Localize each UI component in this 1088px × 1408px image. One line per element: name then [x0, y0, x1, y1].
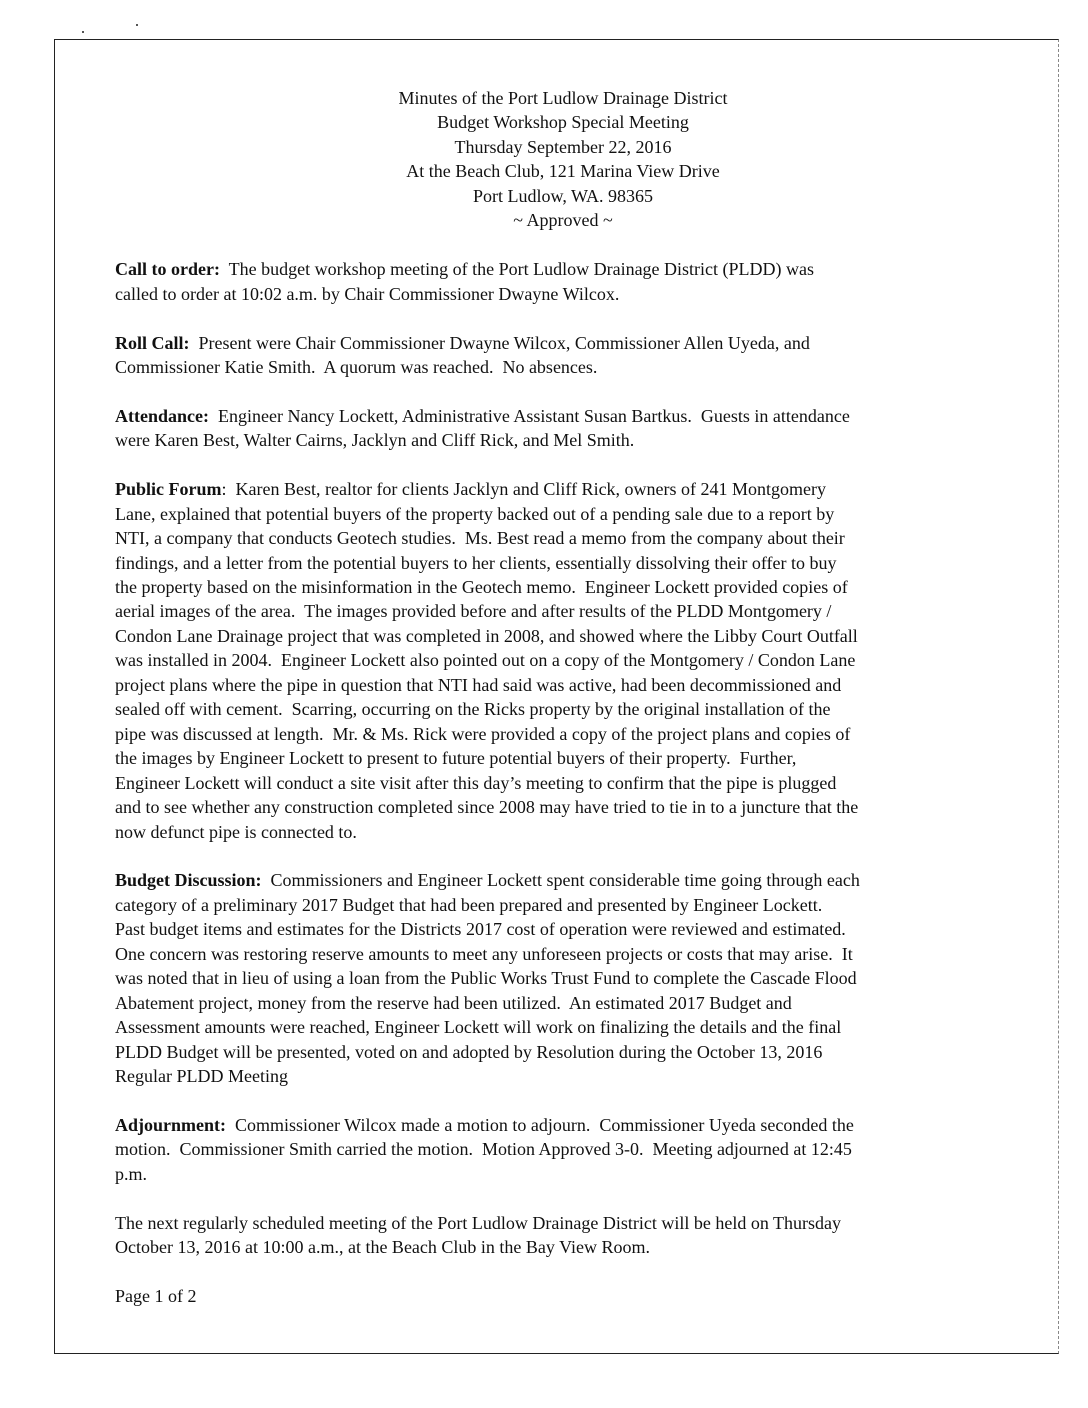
document-paragraphs — [115, 257, 1015, 1308]
line-text: Commissioners and Engineer Lockett spent considerable time going through each — [261, 870, 860, 891]
section-label: Attendance: — [115, 405, 209, 426]
line-text: category of a preliminary 2017 Budget that had been prepared and presented by Engineer Lockett. — [115, 894, 823, 915]
text-line — [115, 1211, 1015, 1235]
text-line — [115, 526, 1015, 550]
line-text: Page 1 of 2 — [115, 1286, 197, 1307]
text-line — [115, 575, 1015, 599]
section-attendance — [115, 404, 1015, 453]
text-line — [115, 1015, 1015, 1039]
line-text: findings, and a letter from the potential buyers to her clients, essentially dissolving their offer to buy — [115, 552, 837, 573]
line-text: Engineer Nancy Lockett, Administrative Assistant Susan Bartkus. Guests in attendance — [208, 405, 850, 426]
line-text: was installed in 2004. Engineer Lockett also pointed out on a copy of the Montgomery / Condon Lane — [115, 650, 856, 671]
line-text: Condon Lane Drainage project that was completed in 2008, and showed where the Libby Court Outfall — [115, 625, 858, 646]
line-text: The next regularly scheduled meeting of the Port Ludlow Drainage District will be held on Thursday — [115, 1212, 841, 1233]
line-text: Assessment amounts were reached, Engineer Lockett will work on finalizing the details and the final — [115, 1017, 842, 1038]
line-text: project plans where the pipe in question that NTI had said was active, had been decommissioned and — [115, 674, 842, 695]
text-line — [115, 1113, 1015, 1137]
text-line — [115, 257, 1015, 281]
text-line — [115, 404, 1015, 428]
line-text: Commissioner Wilcox made a motion to adjourn. Commissioner Uyeda seconded the — [226, 1114, 854, 1135]
text-line — [115, 917, 1015, 941]
text-line — [115, 1162, 1015, 1186]
section-call-to-order — [115, 257, 1015, 306]
line-text: and to see whether any construction completed since 2008 may have tried to tie in to a juncture that the — [115, 797, 859, 818]
line-text: Engineer Lockett will conduct a site visit after this day’s meeting to confirm that the pipe is plugged — [115, 772, 837, 793]
header-line: At the Beach Club, 121 Marina View Drive — [406, 161, 720, 182]
text-line — [115, 477, 1015, 501]
text-line — [115, 1040, 1015, 1064]
line-text: Lane, explained that potential buyers of the property backed out of a pending sale due to a report by — [115, 503, 835, 524]
next-meeting-note — [115, 1211, 1015, 1260]
text-line — [115, 795, 1015, 819]
text-line — [115, 893, 1015, 917]
text-line — [115, 746, 1015, 770]
scan-speck — [82, 31, 84, 33]
header-line: Port Ludlow, WA. 98365 — [473, 185, 653, 206]
line-text: pipe was discussed at length. Mr. & Ms. Rick were provided a copy of the project plans and copies of — [115, 723, 851, 744]
text-line — [115, 428, 1015, 452]
section-public-forum — [115, 477, 1015, 844]
section-label: Public Forum — [115, 479, 222, 500]
line-text: Regular PLDD Meeting — [115, 1066, 288, 1087]
text-line — [115, 551, 1015, 575]
text-line — [115, 599, 1015, 623]
text-line — [115, 966, 1015, 990]
line-text: p.m. — [115, 1163, 148, 1184]
text-line — [115, 1284, 1015, 1308]
line-text: The budget workshop meeting of the Port Ludlow Drainage District (PLDD) was — [219, 259, 815, 280]
text-line — [115, 1137, 1015, 1161]
text-line — [115, 502, 1015, 526]
section-label: Roll Call: — [115, 332, 190, 353]
text-line — [115, 991, 1015, 1015]
line-text: PLDD Budget will be presented, voted on and adopted by Resolution during the October 13, 2016 — [115, 1041, 823, 1062]
text-line — [115, 771, 1015, 795]
text-line — [115, 648, 1015, 672]
line-text: the property based on the misinformation in the Geotech memo. Engineer Lockett provided copies of — [115, 577, 848, 597]
line-text: Commissioner Katie Smith. A quorum was reached. No absences. — [115, 356, 598, 377]
text-line — [115, 1064, 1015, 1088]
section-label: Budget Discussion: — [115, 870, 262, 891]
text-line — [115, 868, 1015, 892]
line-text: : Karen Best, realtor for clients Jacklyn and Cliff Rick, owners of 241 Montgomery — [221, 479, 827, 500]
text-line — [115, 820, 1015, 844]
document-body — [115, 86, 1015, 1309]
text-line — [115, 942, 1015, 966]
header-line: Budget Workshop Special Meeting — [437, 112, 689, 133]
line-text: October 13, 2016 at 10:00 a.m., at the Beach Club in the Bay View Room. — [115, 1237, 650, 1258]
line-text: Abatement project, money from the reserve had been utilized. An estimated 2017 Budget and — [115, 992, 792, 1013]
line-text: were Karen Best, Walter Cairns, Jacklyn and Cliff Rick, and Mel Smith. — [115, 430, 635, 451]
text-line — [115, 624, 1015, 648]
header-line: ~ Approved ~ — [513, 210, 613, 231]
line-text: NTI, a company that conducts Geotech studies. Ms. Best read a memo from the company about their — [115, 528, 845, 549]
scan-speck — [136, 24, 138, 26]
page-number — [115, 1284, 1015, 1308]
line-text: the images by Engineer Lockett to present to future potential buyers of their property. Further, — [115, 748, 797, 769]
text-line — [115, 722, 1015, 746]
line-text: was noted that in lieu of using a loan from the Public Works Trust Fund to complete the Cascade Flood — [115, 968, 857, 989]
header-line: Thursday September 22, 2016 — [454, 136, 672, 157]
section-label: Adjournment: — [115, 1114, 226, 1135]
section-label: Call to order: — [115, 259, 220, 280]
line-text: called to order at 10:02 a.m. by Chair Commissioner Dwayne Wilcox. — [115, 283, 620, 304]
header-line: Minutes of the Port Ludlow Drainage District — [398, 88, 728, 108]
line-text: motion. Commissioner Smith carried the motion. Motion Approved 3-0. Meeting adjourned at 12:45 — [115, 1139, 852, 1160]
section-roll-call — [115, 331, 1015, 380]
line-text: Past budget items and estimates for the Districts 2017 cost of operation were reviewed and estimated. — [115, 919, 846, 940]
line-text: now defunct pipe is connected to. — [115, 821, 357, 842]
line-text: One concern was restoring reserve amounts to meet any unforeseen projects or costs that may arise. It — [115, 943, 853, 964]
text-line — [115, 697, 1015, 721]
line-text: Present were Chair Commissioner Dwayne Wilcox, Commissioner Allen Uyeda, and — [189, 332, 810, 353]
text-line — [115, 673, 1015, 697]
document-header — [111, 86, 1015, 233]
text-line — [115, 331, 1015, 355]
text-line — [115, 355, 1015, 379]
line-text: sealed off with cement. Scarring, occurring on the Ricks property by the original installation of the — [115, 699, 831, 720]
text-line — [115, 1235, 1015, 1259]
section-budget-discussion — [115, 868, 1015, 1088]
text-line — [115, 282, 1015, 306]
line-text: aerial images of the area. The images provided before and after results of the PLDD Montgomery / — [115, 601, 832, 622]
section-adjournment — [115, 1113, 1015, 1186]
